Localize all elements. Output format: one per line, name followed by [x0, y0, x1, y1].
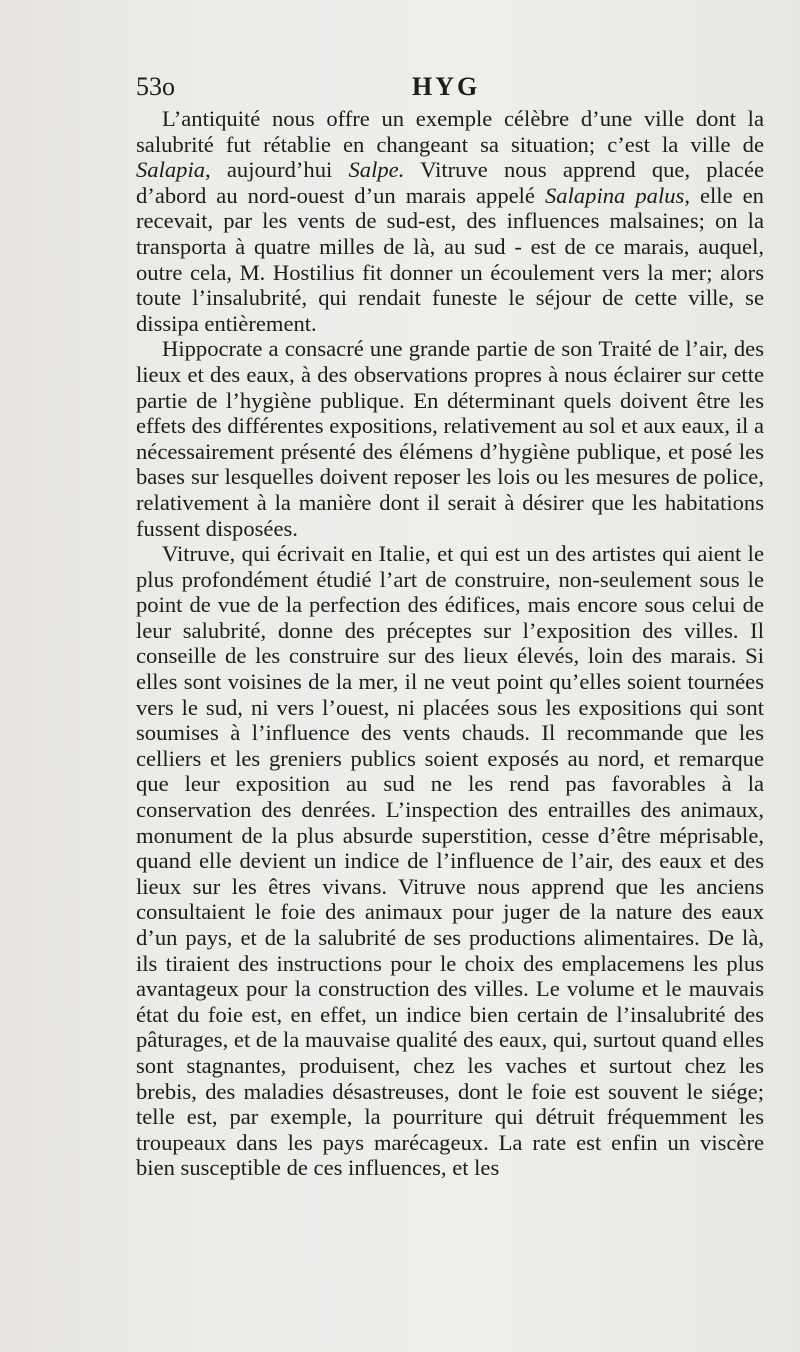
- paragraph-salapia-text-2: , aujourd’hui: [205, 157, 349, 183]
- page-header: [136, 72, 766, 106]
- paragraph-hippocrate: Hippocrate a consacré une grande partie de son Traité de l’air, des lieux et des eaux, à des observations propres à nous éclairer sur cette partie de l’hygiène publique. En déterminant quels doivent être les effets des différentes expositions, relativement au sol et aux eaux, il a nécessairement présenté des élémens d’hygiène publique, et posé les bases sur lesquelles doivent reposer les lois ou les mesures de police, relativement à la manière dont il serait à désirer que les habitations fussent disposées.: [136, 336, 764, 541]
- paragraph-salapia: [136, 106, 764, 336]
- running-head: HYG: [412, 72, 481, 101]
- italic-salpe: Salpe.: [348, 157, 405, 183]
- body-text: [136, 106, 764, 1181]
- paragraph-salapia-text-3: Vitruve nous apprend que, placée d’abord au nord-ouest d’un marais appelé: [136, 157, 764, 208]
- paragraph-vitruve: Vitruve, qui écrivait en Italie, et qui est un des artistes qui aient le plus profondément étudié l’art de construire, non-seulement sous le point de vue de la perfection des édifices, mais encore sous celui de leur salubrité, donne des préceptes sur l’exposition des villes. Il conseille de les construire sur des lieux élevés, loin des marais. Si elles sont voisines de la mer, il ne veut point qu’elles soient tournées vers le sud, ni vers l’ouest, ni placées sous les expositions qui sont soumises à l’influence des vents chauds. Il recommande que les celliers et les greniers publics soient exposés au nord, et remarque que leur exposition au sud ne les rend pas favorables à la conservation des denrées. L’inspection des entrailles des animaux, monument de la plus absurde superstition, cesse d’être méprisable, quand elle devient un indice de l’influence de l’air, des eaux et des lieux sur les êtres vivans. Vitruve nous apprend que les anciens consultaient le foie des animaux pour juger de la nature des eaux d’un pays, et de la salubrité de ses productions alimentaires. De là, ils tiraient des instructions pour le choix des emplacemens les plus avantageux pour la construction des villes. Le volume et le mauvais état du foie est, en effet, un indice bien certain de l’insalubrité des pâturages, et de la mauvaise qualité des eaux, qui, surtout quand elles sont stagnantes, produisent, chez les vaches et surtout chez les brebis, des maladies désastreuses, dont le foie est souvent le siége; telle est, par exemple, la pourriture qui détruit fréquemment les troupeaux dans les pays marécageux. La rate est enfin un viscère bien susceptible de ces influences, et les: [136, 541, 764, 1181]
- paragraph-salapia-text-1: L’antiquité nous offre un exemple célèbre d’une ville dont la salubrité fut rétablie en changeant sa situation; c’est la ville de: [136, 106, 764, 157]
- page-number: 53o: [136, 72, 175, 101]
- paragraph-salapia-text-4: , elle en recevait, par les vents de sud-est, des influences malsaines; on la transporta à quatre milles de là, au sud - est de ce marais, auquel, outre cela, M. Hostilius fit donner un écoulement vers la mer; alors toute l’insalubrité, qui rendait funeste le séjour de cette ville, se dissipa entièrement.: [136, 182, 764, 336]
- italic-salapina-palus: Salapina palus: [545, 182, 685, 208]
- italic-salapia: Salapia: [136, 157, 206, 183]
